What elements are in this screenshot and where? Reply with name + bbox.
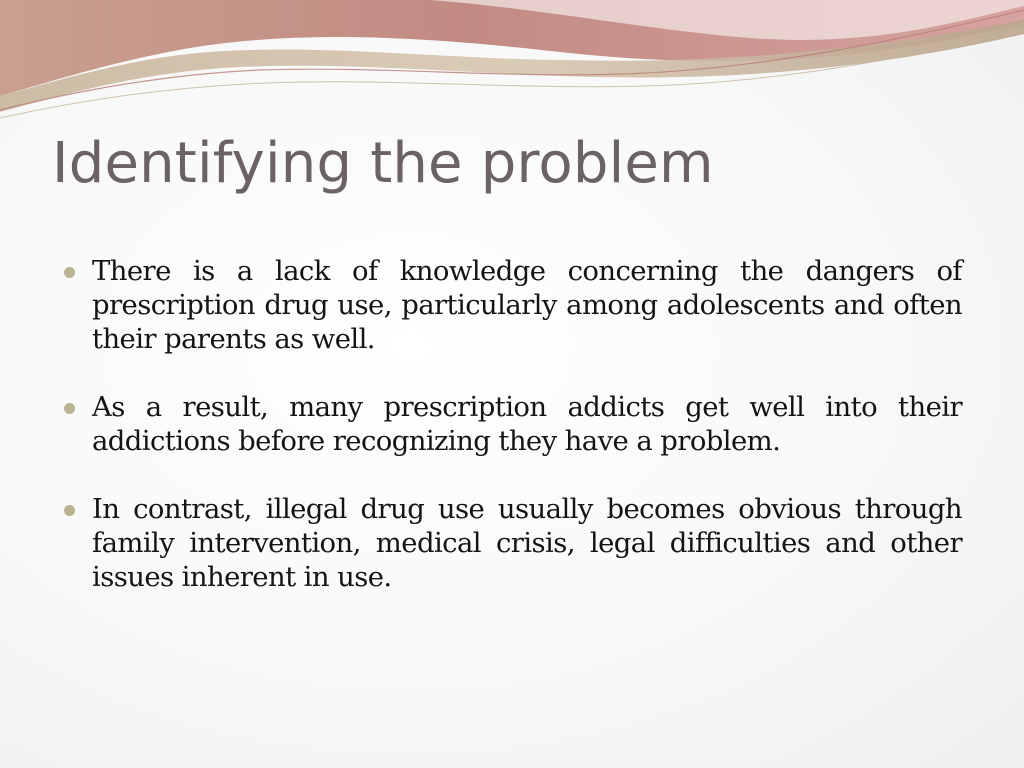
bullet-text: In contrast, illegal drug use usually becomes obvious through family intervention, medical crisis, legal difficulties and other issues inherent in use.: [92, 493, 962, 593]
bullet-list: [62, 254, 962, 628]
bullet-item: [62, 254, 962, 356]
bullet-dot-icon: [64, 403, 75, 414]
slide-title: Identifying the problem: [52, 131, 714, 196]
bullet-dot-icon: [64, 267, 75, 278]
bullet-item: [62, 390, 962, 458]
header-wave-decoration: [0, 0, 1024, 130]
bullet-dot-icon: [64, 505, 75, 516]
bullet-item: [62, 492, 962, 594]
bullet-text: As a result, many prescription addicts get well into their addictions before recognizing they have a problem.: [92, 391, 962, 457]
bullet-text: There is a lack of knowledge concerning the dangers of prescription drug use, particularly among adolescents and often their parents as well.: [92, 255, 962, 355]
